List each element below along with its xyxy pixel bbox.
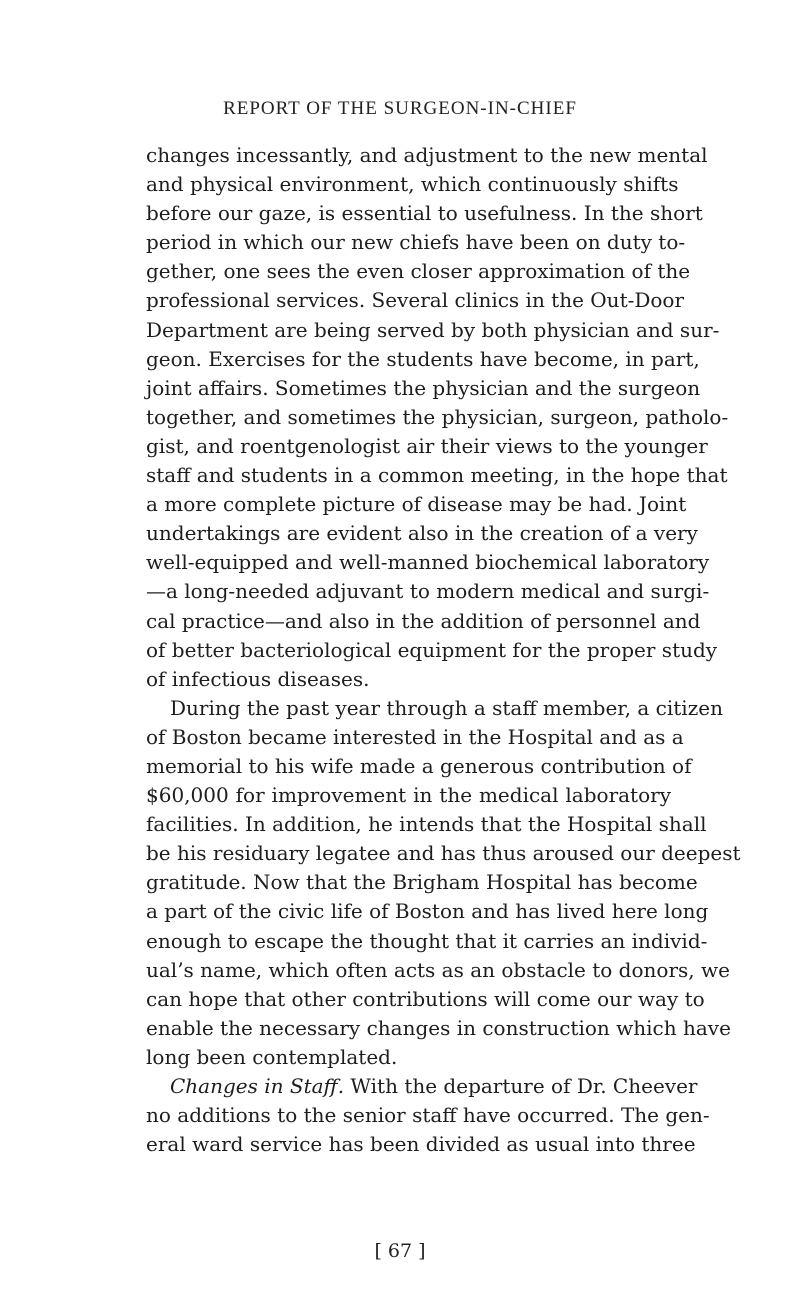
text-line: gist, and roentgenologist air their views to the younger — [146, 433, 708, 458]
text-line: During the past year through a staff member, a citizen — [170, 695, 723, 720]
text-line: long been contemplated. — [146, 1044, 398, 1069]
text-line: —a long-needed adjuvant to modern medical and surgi- — [146, 579, 710, 604]
text-line: a more complete picture of disease may be had. Joint — [146, 492, 687, 517]
text-line: eral ward service has been divided as usual into three — [146, 1132, 696, 1157]
text-line: Department are being served by both physician and sur- — [146, 317, 720, 342]
text-line: can hope that other contributions will come our way to — [146, 986, 705, 1011]
text-line: gratitude. Now that the Brigham Hospital has become — [146, 870, 698, 895]
text-line: no additions to the senior staff have occurred. The gen- — [146, 1103, 710, 1128]
section-lead-line — [146, 1072, 698, 1101]
running-title: REPORT OF THE SURGEON-IN-CHIEF — [223, 98, 577, 119]
text-line: be his residuary legatee and has thus aroused our deepest — [146, 841, 741, 866]
text-line: before our gaze, is essential to usefulness. In the short — [146, 201, 703, 226]
text-line: professional services. Several clinics in the Out-Door — [146, 288, 685, 313]
text-line: together, and sometimes the physician, surgeon, patholo- — [146, 404, 729, 429]
text-line: cal practice—and also in the addition of personnel and — [146, 608, 701, 633]
text-line: geon. Exercises for the students have become, in part, — [146, 346, 700, 371]
page-number: [ 67 ] — [374, 1240, 426, 1262]
text-line: period in which our new chiefs have been on duty to- — [146, 230, 686, 255]
text-line: of better bacteriological equipment for the proper study — [146, 637, 718, 662]
text-line: of infectious diseases. — [146, 666, 370, 691]
body-text — [146, 141, 741, 1159]
text-line: undertakings are evident also in the creation of a very — [146, 521, 698, 546]
text-line: and physical environment, which continuously shifts — [146, 172, 679, 197]
text-line: enough to escape the thought that it carries an individ- — [146, 928, 708, 953]
text-line: of Boston became interested in the Hospital and as a — [146, 724, 684, 749]
text-line: changes incessantly, and adjustment to the new mental — [146, 143, 708, 167]
section-heading: Changes in Staff. — [170, 1074, 345, 1098]
text-line: staff and students in a common meeting, in the hope that — [146, 463, 728, 488]
text-line: memorial to his wife made a generous contribution of — [146, 753, 692, 778]
text-line: ual’s name, which often acts as an obstacle to donors, we — [146, 957, 730, 982]
section-lead-rest: With the departure of Dr. Cheever — [344, 1074, 698, 1098]
text-line: well-equipped and well-manned biochemical laboratory — [146, 550, 710, 575]
text-line: facilities. In addition, he intends that the Hospital shall — [146, 812, 707, 837]
text-line: joint affairs. Sometimes the physician and the surgeon — [146, 375, 701, 400]
text-line: a part of the civic life of Boston and has lived here long — [146, 899, 709, 924]
text-line: gether, one sees the even closer approximation of the — [146, 259, 691, 284]
text-line: enable the necessary changes in construction which have — [146, 1015, 731, 1040]
text-line: $60,000 for improvement in the medical laboratory — [146, 783, 671, 808]
